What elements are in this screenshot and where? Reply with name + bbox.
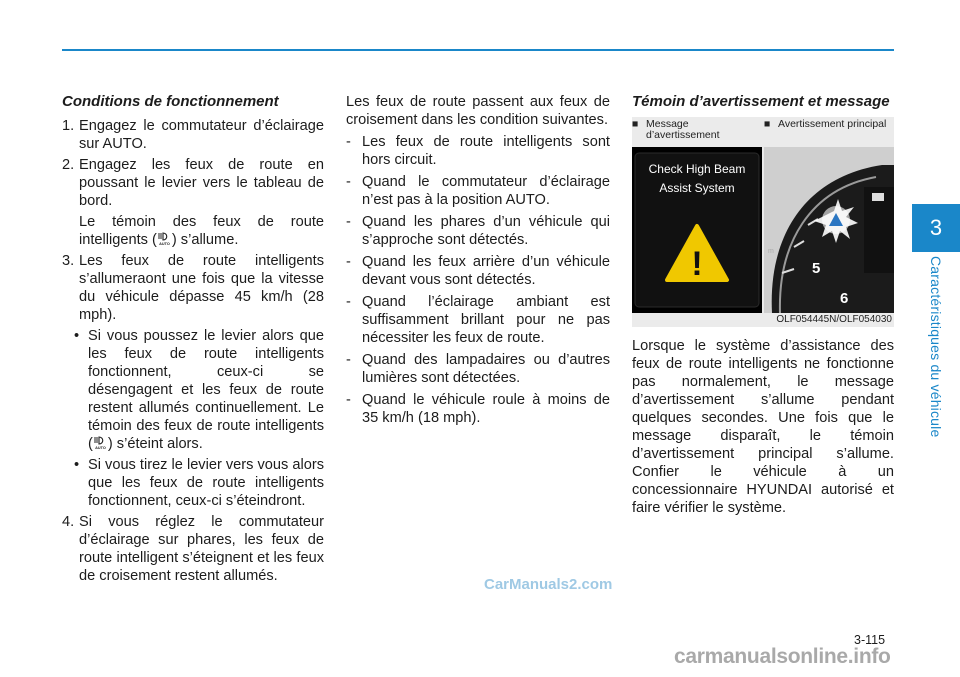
icon-caption: AUTO: [159, 242, 170, 246]
chapter-tab[interactable]: [912, 204, 960, 252]
column-2: [346, 93, 610, 431]
step-4: 4. Si vous réglez le commutateur d’éclairage sur phares, les feux de route intelligent s’éteignent et les feux de croisement restent allumés.: [62, 514, 324, 584]
figure-label-left: ■ Message d’avertissement: [632, 118, 720, 141]
panel-line-2: Assist System: [659, 181, 735, 195]
cluster-indicator-icon: [872, 193, 884, 201]
gauge-number-6: 6: [840, 290, 849, 307]
cluster-graphic: [764, 147, 894, 313]
watermark: CarManuals2.com: [484, 576, 613, 593]
panel-line-1: Check High Beam: [648, 162, 746, 176]
step-3: 3. Les feux de route intelligents s’allumeraont une fois que la vitesse du véhicule dépasse 45 km/h (28 mph).: [62, 253, 324, 323]
condition-item: - Quand l’éclairage ambiant est suffisamment brillant pour ne pas nécessiter les feux de route.: [346, 294, 610, 346]
condition-item: - Quand le véhicule roule à moins de 35 km/h (18 mph).: [346, 392, 610, 426]
warning-exclamation: !: [691, 245, 703, 283]
high-beam-assist-icon: [93, 436, 108, 450]
warning-figure: [632, 117, 894, 327]
instrument-cluster-closeup: [764, 147, 894, 313]
figure-label-right: ■ Avertissement principal: [764, 118, 887, 130]
condition-item: - Quand le commutateur d’éclairage n’est pas à la position AUTO.: [346, 174, 610, 208]
gauge-unit: m: [768, 248, 774, 255]
page-number: 3-115: [854, 633, 886, 647]
chapter-number: 3: [929, 215, 943, 240]
header-rule: [62, 49, 894, 51]
figure-code: OLF054445N/OLF054030: [776, 314, 892, 325]
bullet-2: • Si vous tirez le levier vers vous alors que les feux de route intelligents fonctionnent, ceux-ci s’éteindront.: [74, 457, 325, 509]
high-beam-assist-icon: [157, 232, 172, 246]
message-panel-graphic: [632, 147, 762, 313]
section-heading: Conditions de fonctionnement: [62, 93, 279, 110]
step-1: 1. Engagez le commutateur d’éclairage sur AUTO.: [62, 118, 324, 152]
warning-body: Lorsque le système d’assistance des feux de route intelligents ne fonctionne pas normalement, le message d’avertissement s’allume pendant quelques secondes. Une fois que le message disparaît, le témoin d’avertissement principal s’allume. Confier le véhicule à un concessionnaire HYUNDAI autorisé et faire vérifier le système.: [632, 338, 894, 516]
section-heading: Témoin d’avertissement et message: [632, 93, 890, 110]
condition-item: - Les feux de route intelligents sont hors circuit.: [346, 134, 610, 168]
warning-message-display: [632, 147, 762, 313]
chapter-title: Caractéristiques du véhicule: [928, 256, 944, 438]
icon-caption: AUTO: [95, 446, 106, 450]
condition-item: - Quand les feux arrière d’un véhicule devant vous sont détectés.: [346, 254, 610, 288]
column-1: [62, 93, 324, 588]
footer-watermark: carmanualsonline.info: [674, 645, 891, 668]
step-2: 2. Engagez les feux de route en poussant le levier vers le tableau de bord.: [62, 157, 324, 209]
condition-item: - Quand des lampadaires ou d’autres lumières sont détectées.: [346, 352, 610, 386]
gauge-number-5: 5: [812, 260, 821, 277]
condition-item: - Quand les phares d’un véhicule qui s’approche sont détectés.: [346, 214, 610, 248]
step-2-note: Le témoin des feux de route intelligents ( AUTO ) s’allume.: [79, 214, 324, 248]
column-3: [632, 93, 894, 521]
conditions-intro: Les feux de route passent aux feux de croisement dans les condition suivantes.: [346, 94, 610, 128]
bullet-1: • Si vous poussez le levier alors que les feux de route intelligents fonctionnent, ceux-ci se désengagent et les feux de route restent allumés continuellement. Le témoin des feux de route intelligents ( AUTO ) s’éteint alors.: [74, 328, 324, 452]
